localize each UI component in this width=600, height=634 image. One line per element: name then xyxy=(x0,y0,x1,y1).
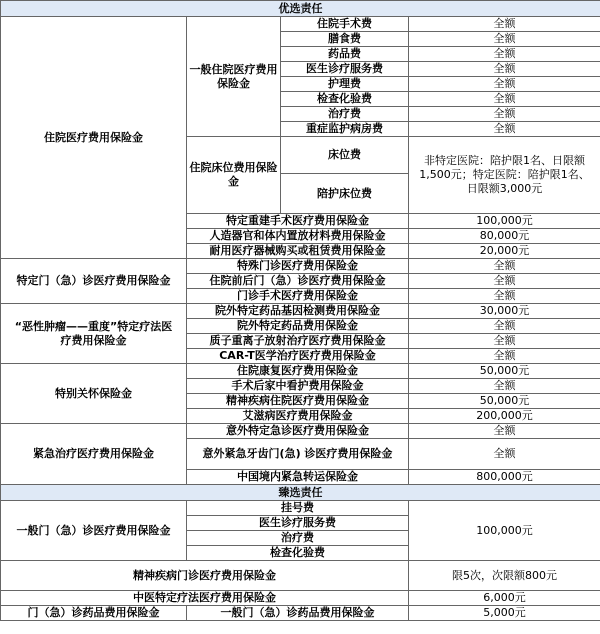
item-name: 住院康复医疗费用保险金 xyxy=(187,364,409,379)
item-value: 全额 xyxy=(409,17,600,32)
item-value: 800,000元 xyxy=(409,470,600,485)
item-name: 治疗费 xyxy=(187,531,409,546)
item-value: 20,000元 xyxy=(409,244,600,259)
item-name: 特定重建手术医疗费用保险金 xyxy=(187,214,409,229)
emergency-title: 紧急治疗医疗费用保险金 xyxy=(1,424,187,485)
item-value: 全额 xyxy=(409,122,600,137)
item-name: 院外特定药品基因检测费用保险金 xyxy=(187,304,409,319)
item-value: 全额 xyxy=(409,47,600,62)
section-selected-header: 臻选责任 xyxy=(1,485,600,501)
tcm-value: 6,000元 xyxy=(409,591,600,606)
item-name: 护理费 xyxy=(281,77,409,92)
special-care-title: 特别关怀保险金 xyxy=(1,364,187,424)
bed-value: 非特定医院：陪护限1名、日限额1,500元；特定医院：陪护限1名、日限额3,000元 xyxy=(409,137,600,214)
item-value: 30,000元 xyxy=(409,304,600,319)
mental-outpatient-value: 限5次，次限额800元 xyxy=(409,561,600,591)
item-value: 全额 xyxy=(409,379,600,394)
item-name: 中国境内紧急转运保险金 xyxy=(187,470,409,485)
item-name: 住院手术费 xyxy=(281,17,409,32)
item-value: 100,000元 xyxy=(409,214,600,229)
special-outpatient-title: 特定门（急）诊医疗费用保险金 xyxy=(1,259,187,304)
item-value: 80,000元 xyxy=(409,229,600,244)
outpatient-drug-title: 门（急）诊药品费用保险金 xyxy=(1,606,187,621)
bed-title: 住院床位费用保险金 xyxy=(187,137,281,214)
item-name: 艾滋病医疗费用保险金 xyxy=(187,409,409,424)
item-name: 重症监护病房费 xyxy=(281,122,409,137)
item-name: CAR-T医学治疗医疗费用保险金 xyxy=(187,349,409,364)
item-name: 医生诊疗服务费 xyxy=(187,516,409,531)
item-name: 膳食费 xyxy=(281,32,409,47)
item-name: 精神疾病住院医疗费用保险金 xyxy=(187,394,409,409)
item-name: 检查化验费 xyxy=(187,546,409,561)
item-value: 200,000元 xyxy=(409,409,600,424)
item-value: 全额 xyxy=(409,62,600,77)
item-name: 特殊门诊医疗费用保险金 xyxy=(187,259,409,274)
item-name: 院外特定药品费用保险金 xyxy=(187,319,409,334)
item-value: 50,000元 xyxy=(409,364,600,379)
item-value: 全额 xyxy=(409,334,600,349)
item-name: 医生诊疗服务费 xyxy=(281,62,409,77)
section-preferred-header: 优选责任 xyxy=(1,1,600,17)
item-value: 全额 xyxy=(409,349,600,364)
item-name: 手术后家中看护费用保险金 xyxy=(187,379,409,394)
item-name: 挂号费 xyxy=(187,501,409,516)
item-value: 全额 xyxy=(409,107,600,122)
item-value: 全额 xyxy=(409,424,600,439)
general-outpatient-value: 100,000元 xyxy=(409,501,600,561)
item-value: 全额 xyxy=(409,92,600,107)
general-outpatient-title: 一般门（急）诊医疗费用保险金 xyxy=(1,501,187,561)
outpatient-drug-sub: 一般门（急）诊药品费用保险金 xyxy=(187,606,409,621)
item-name: 陪护床位费 xyxy=(281,174,409,214)
item-name: 耐用医疗器械购买或租赁费用保险金 xyxy=(187,244,409,259)
item-name: 住院前后门（急）诊医疗费用保险金 xyxy=(187,274,409,289)
item-name: 治疗费 xyxy=(281,107,409,122)
item-value: 全额 xyxy=(409,32,600,47)
item-value: 全额 xyxy=(409,319,600,334)
mental-outpatient-title: 精神疾病门诊医疗费用保险金 xyxy=(1,561,409,591)
item-name: 药品费 xyxy=(281,47,409,62)
item-value: 全额 xyxy=(409,289,600,304)
item-name: 意外紧急牙齿门(急) 诊医疗费用保险金 xyxy=(187,439,409,470)
item-value: 全额 xyxy=(409,439,600,470)
item-value: 全额 xyxy=(409,259,600,274)
item-name: 检查化验费 xyxy=(281,92,409,107)
item-name: 意外特定急诊医疗费用保险金 xyxy=(187,424,409,439)
tumor-title: “恶性肿瘤——重度”特定疗法医疗费用保险金 xyxy=(1,304,187,364)
item-name: 质子重离子放射治疗医疗费用保险金 xyxy=(187,334,409,349)
inpatient-title: 住院医疗费用保险金 xyxy=(1,17,187,259)
item-value: 全额 xyxy=(409,77,600,92)
tcm-title: 中医特定疗法医疗费用保险金 xyxy=(1,591,409,606)
item-name: 床位费 xyxy=(281,137,409,174)
item-name: 人造器官和体内置放材料费用保险金 xyxy=(187,229,409,244)
item-name: 门诊手术医疗费用保险金 xyxy=(187,289,409,304)
item-value: 全额 xyxy=(409,274,600,289)
outpatient-drug-value: 5,000元 xyxy=(409,606,600,621)
general-inpatient-title: 一般住院医疗费用保险金 xyxy=(187,17,281,137)
item-value: 50,000元 xyxy=(409,394,600,409)
